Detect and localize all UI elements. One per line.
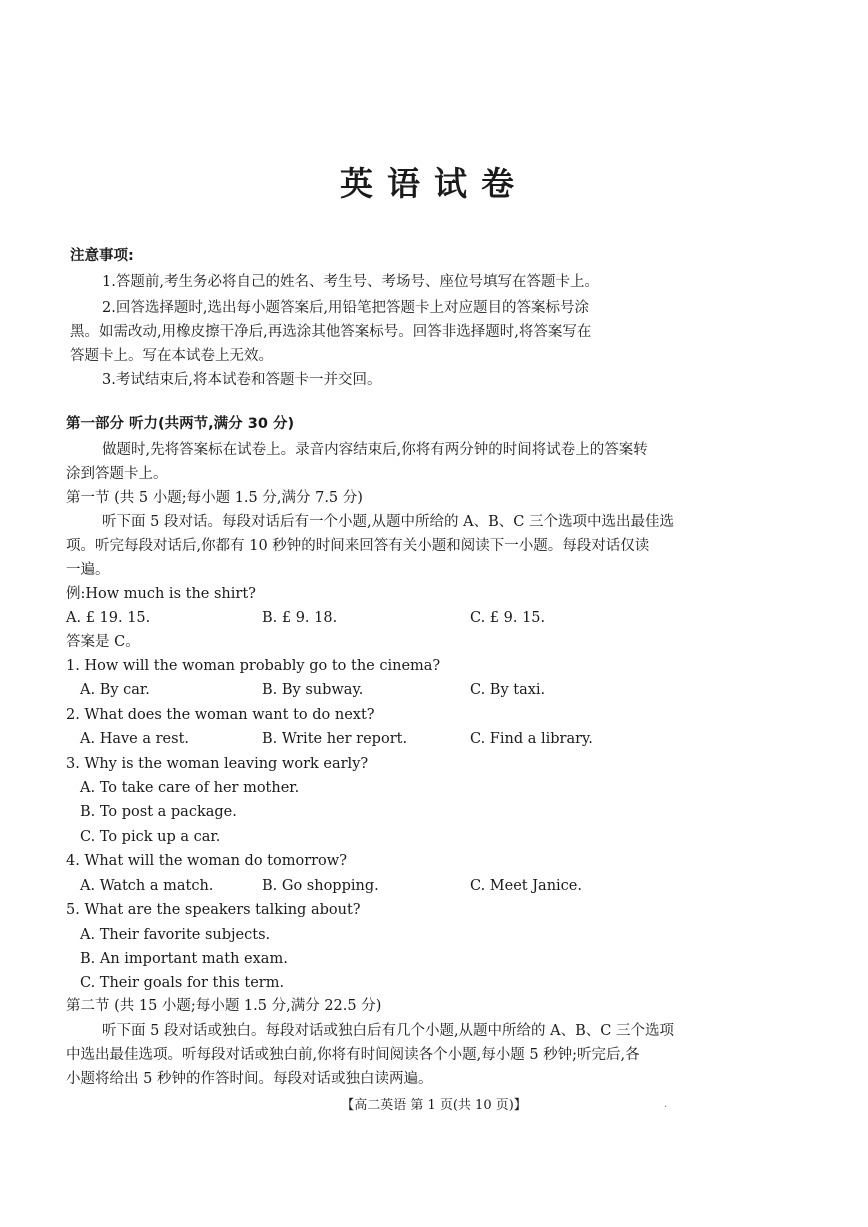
question-3-option-c: C. To pick up a car. [80,829,221,845]
notice-item-1: 1.答题前,考生务必将自己的姓名、考生号、考场号、座位号填写在答题卡上。 [102,274,599,290]
section1-instructions-line-1: 听下面 5 段对话。每段对话后有一个小题,从题中所给的 A、B、C 三个选项中选出最佳选 [102,514,674,530]
example-option-a [66,608,150,628]
question-4-option-c: C. Meet Janice. [470,878,582,894]
question-1-option-a: A. By car. [80,682,150,698]
section2-instructions-line-1: 听下面 5 段对话或独白。每段对话或独白后有几个小题,从题中所给的 A、B、C 三个选项 [102,1023,674,1039]
question-4-option-a: A. Watch a match. [80,878,214,894]
notice-item-2-line-1: 2.回答选择题时,选出每小题答案后,用铅笔把答题卡上对应题目的答案标号涂 [102,300,590,316]
page-footer: 【高二英语 第 1 页(共 10 页)】 [341,1098,527,1113]
section1-heading: 第一节 (共 5 小题;每小题 1.5 分,满分 7.5 分) [66,490,363,506]
section1-instructions-line-2: 项。听完每段对话后,你都有 10 秒钟的时间来回答有关小题和阅读下一小题。每段对话仅读 [66,538,650,554]
question-5-option-a: A. Their favorite subjects. [80,927,271,943]
notice-item-2-line-3: 答题卡上。写在本试卷上无效。 [70,348,273,364]
question-5-option-b: B. An important math exam. [80,951,288,967]
question-1: 1. How will the woman probably go to the cinema? [66,658,441,674]
notice-item-3: 3.考试结束后,将本试卷和答题卡一并交回。 [102,372,382,388]
example-option-c: C. £ 9. 15. [470,610,546,626]
example-question: 例:How much is the shirt? [66,586,256,602]
notice-heading: 注意事项: [70,248,134,264]
part1-intro-line-1: 做题时,先将答案标在试卷上。录音内容结束后,你将有两分钟的时间将试卷上的答案转 [102,442,648,458]
section2-instructions-line-2: 中选出最佳选项。听每段对话或独白前,你将有时间阅读各个小题,每小题 5 秒钟;听完后,各 [66,1047,640,1063]
section1-instructions-line-3: 一遍。 [66,562,110,578]
example-option-b: B. £ 9. 18. [262,610,338,626]
question-3-option-b: B. To post a package. [80,804,237,820]
example-answer: 答案是 C。 [66,634,140,650]
question-3: 3. Why is the woman leaving work early? [66,756,369,772]
question-4: 4. What will the woman do tomorrow? [66,853,347,869]
part1-intro-line-2: 涂到答题卡上。 [66,466,168,482]
question-2-option-a: A. Have a rest. [80,731,190,747]
section2-instructions-line-3: 小题将给出 5 秒钟的作答时间。每段对话或独白读两遍。 [66,1071,433,1087]
part1-heading: 第一部分 听力(共两节,满分 30 分) [66,416,295,432]
question-5-option-c: C. Their goals for this term. [80,975,285,991]
question-1-option-b: B. By subway. [262,682,364,698]
question-2: 2. What does the woman want to do next? [66,707,375,723]
section2-heading: 第二节 (共 15 小题;每小题 1.5 分,满分 22.5 分) [66,998,382,1014]
question-2-option-b: B. Write her report. [262,731,408,747]
corner-mark: · [664,1102,668,1113]
example-option-a-text: A. £ 19. 15. [66,610,151,626]
page-title: 英语试卷 [340,164,528,203]
question-1-option-c: C. By taxi. [470,682,546,698]
question-3-option-a: A. To take care of her mother. [80,780,300,796]
question-4-option-b: B. Go shopping. [262,878,379,894]
question-2-option-c: C. Find a library. [470,731,593,747]
notice-item-2-line-2: 黑。如需改动,用橡皮擦干净后,再选涂其他答案标号。回答非选择题时,将答案写在 [70,324,592,340]
question-5: 5. What are the speakers talking about? [66,902,361,918]
